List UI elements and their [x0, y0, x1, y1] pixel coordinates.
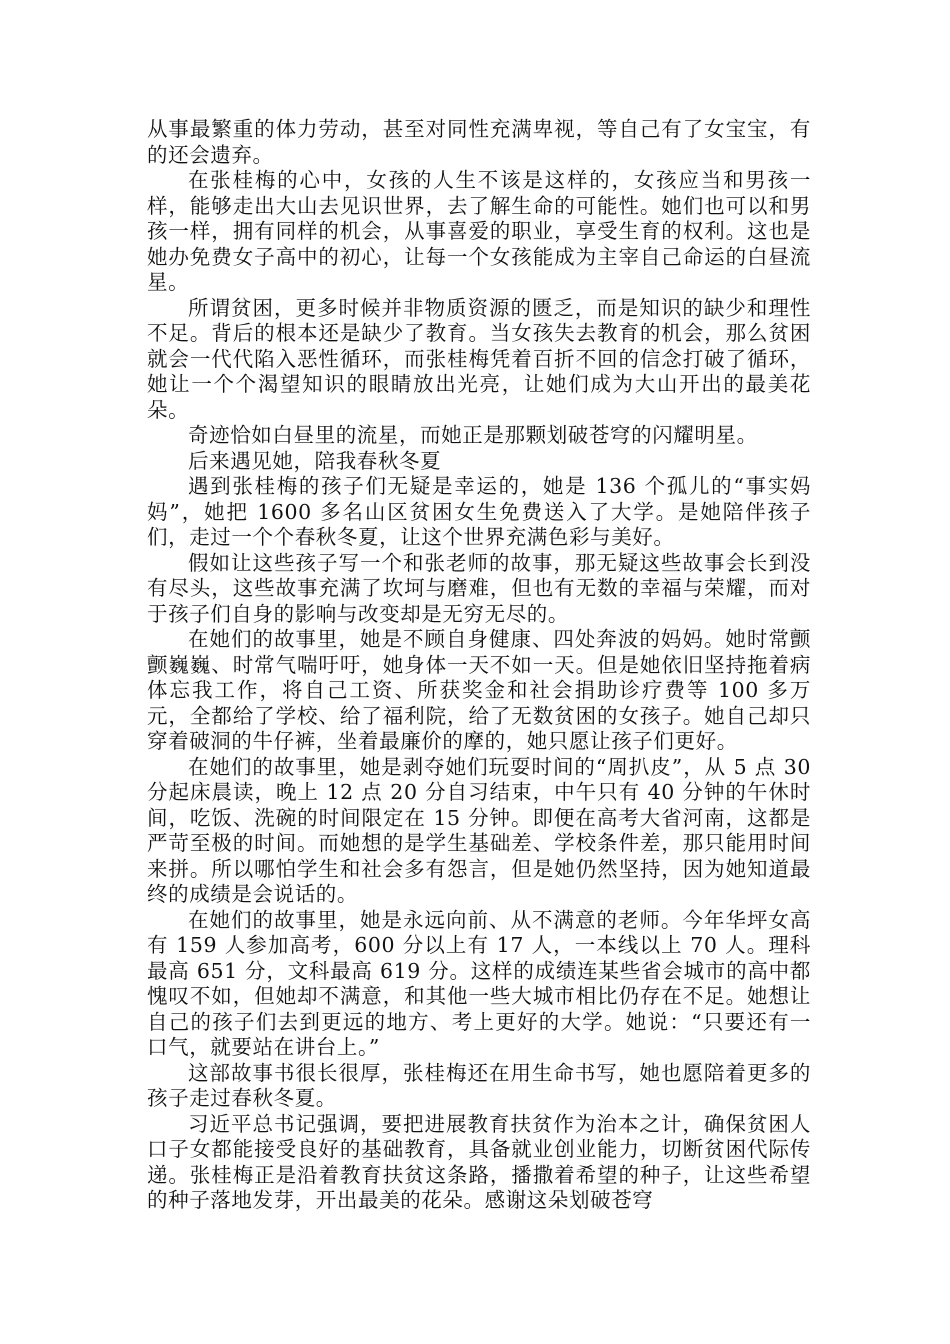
document-page: [147, 117, 811, 1214]
paragraph: 这部故事书很长很厚，张桂梅还在用生命书写，她也愿陪着更多的孩子走过春秋冬夏。: [147, 1060, 811, 1110]
paragraph: 假如让这些孩子写一个和张老师的故事，那无疑这些故事会长到没有尽头，这些故事充满了坎坷与磨难，但也有无数的幸福与荣耀，而对于孩子们自身的影响与改变却是无穷无尽的。: [147, 550, 811, 626]
paragraph: 在张桂梅的心中，女孩的人生不该是这样的，女孩应当和男孩一样，能够走出大山去见识世界，去了解生命的可能性。她们也可以和男孩一样，拥有同样的机会，从事喜爱的职业，享受生育的权利。这也是她办免费女子高中的初心，让每一个女孩能成为主宰自己命运的白昼流星。: [147, 168, 811, 294]
paragraph: 所谓贫困，更多时候并非物质资源的匮乏，而是知识的缺少和理性不足。背后的根本还是缺少了教育。当女孩失去教育的机会，那么贫困就会一代代陷入恶性循环，而张桂梅凭着百折不回的信念打破了循环，她让一个个渴望知识的眼睛放出光亮，让她们成为大山开出的最美花朵。: [147, 295, 811, 422]
paragraph: 奇迹恰如白昼里的流星，而她正是那颗划破苍穹的闪耀明星。: [188, 423, 758, 447]
paragraph: 习近平总书记强调，要把进展教育扶贫作为治本之计，确保贫困人口子女都能接受良好的基础教育，具备就业创业能力，切断贫困代际传递。张桂梅正是沿着教育扶贫这条路，播撒着希望的种子，让这些希望的种子落地发芽，开出最美的花朵。感谢这朵划破苍穹: [147, 1111, 811, 1212]
section-heading: 后来遇见她，陪我春秋冬夏: [188, 448, 442, 473]
paragraph: 遇到张桂梅的孩子们无疑是幸运的，她是 136 个孤儿的“事实妈妈”，她把 1600 多名山区贫困女生免费送入了大学。是她陪伴孩子们，走过一个个春秋冬夏，让这个世界充满色彩与美好。: [147, 474, 811, 549]
paragraph: 在她们的故事里，她是剥夺她们玩耍时间的“周扒皮”，从 5 点 30 分起床晨读，晚上 12 点 20 分自习结束，中午只有 40 分钟的午休时间，吃饭、洗碗的时间限定在 15 分钟。即便在高考大省河南，这都是严苛至极的时间。而她想的是学生基础差、学校条件差，那只能用时间来拼。所以哪怕学生和社会多有怨言，但是她仍然坚持，因为她知道最终的成绩是会说话的。: [147, 754, 811, 906]
paragraph: 在她们的故事里，她是不顾自身健康、四处奔波的妈妈。她时常颤颤巍巍、时常气喘吁吁，她身体一天不如一天。但是她依旧坚持拖着病体忘我工作，将自己工资、所获奖金和社会捐助诊疗费等 100 多万元，全都给了学校、给了福利院，给了无数贫困的女孩子。她自己却只穿着破洞的牛仔裤，坐着最廉价的摩的，她只愿让孩子们更好。: [147, 627, 811, 753]
paragraph: 在她们的故事里，她是永远向前、从不满意的老师。今年华坪女高有 159 人参加高考，600 分以上有 17 人，一本线以上 70 人。理科最高 651 分，文科最高 619 分。这样的成绩连某些省会城市的高中都愧叹不如，但她却不满意，和其他一些大城市相比仍存在不足。她想让自己的孩子们去到更远的地方、考上更好的大学。她说：“只要还有一口气，就要站在讲台上。”: [147, 907, 811, 1059]
paragraph-continuation: 从事最繁重的体力劳动，甚至对同性充满卑视，等自己有了女宝宝，有的还会遗弃。: [147, 117, 811, 167]
